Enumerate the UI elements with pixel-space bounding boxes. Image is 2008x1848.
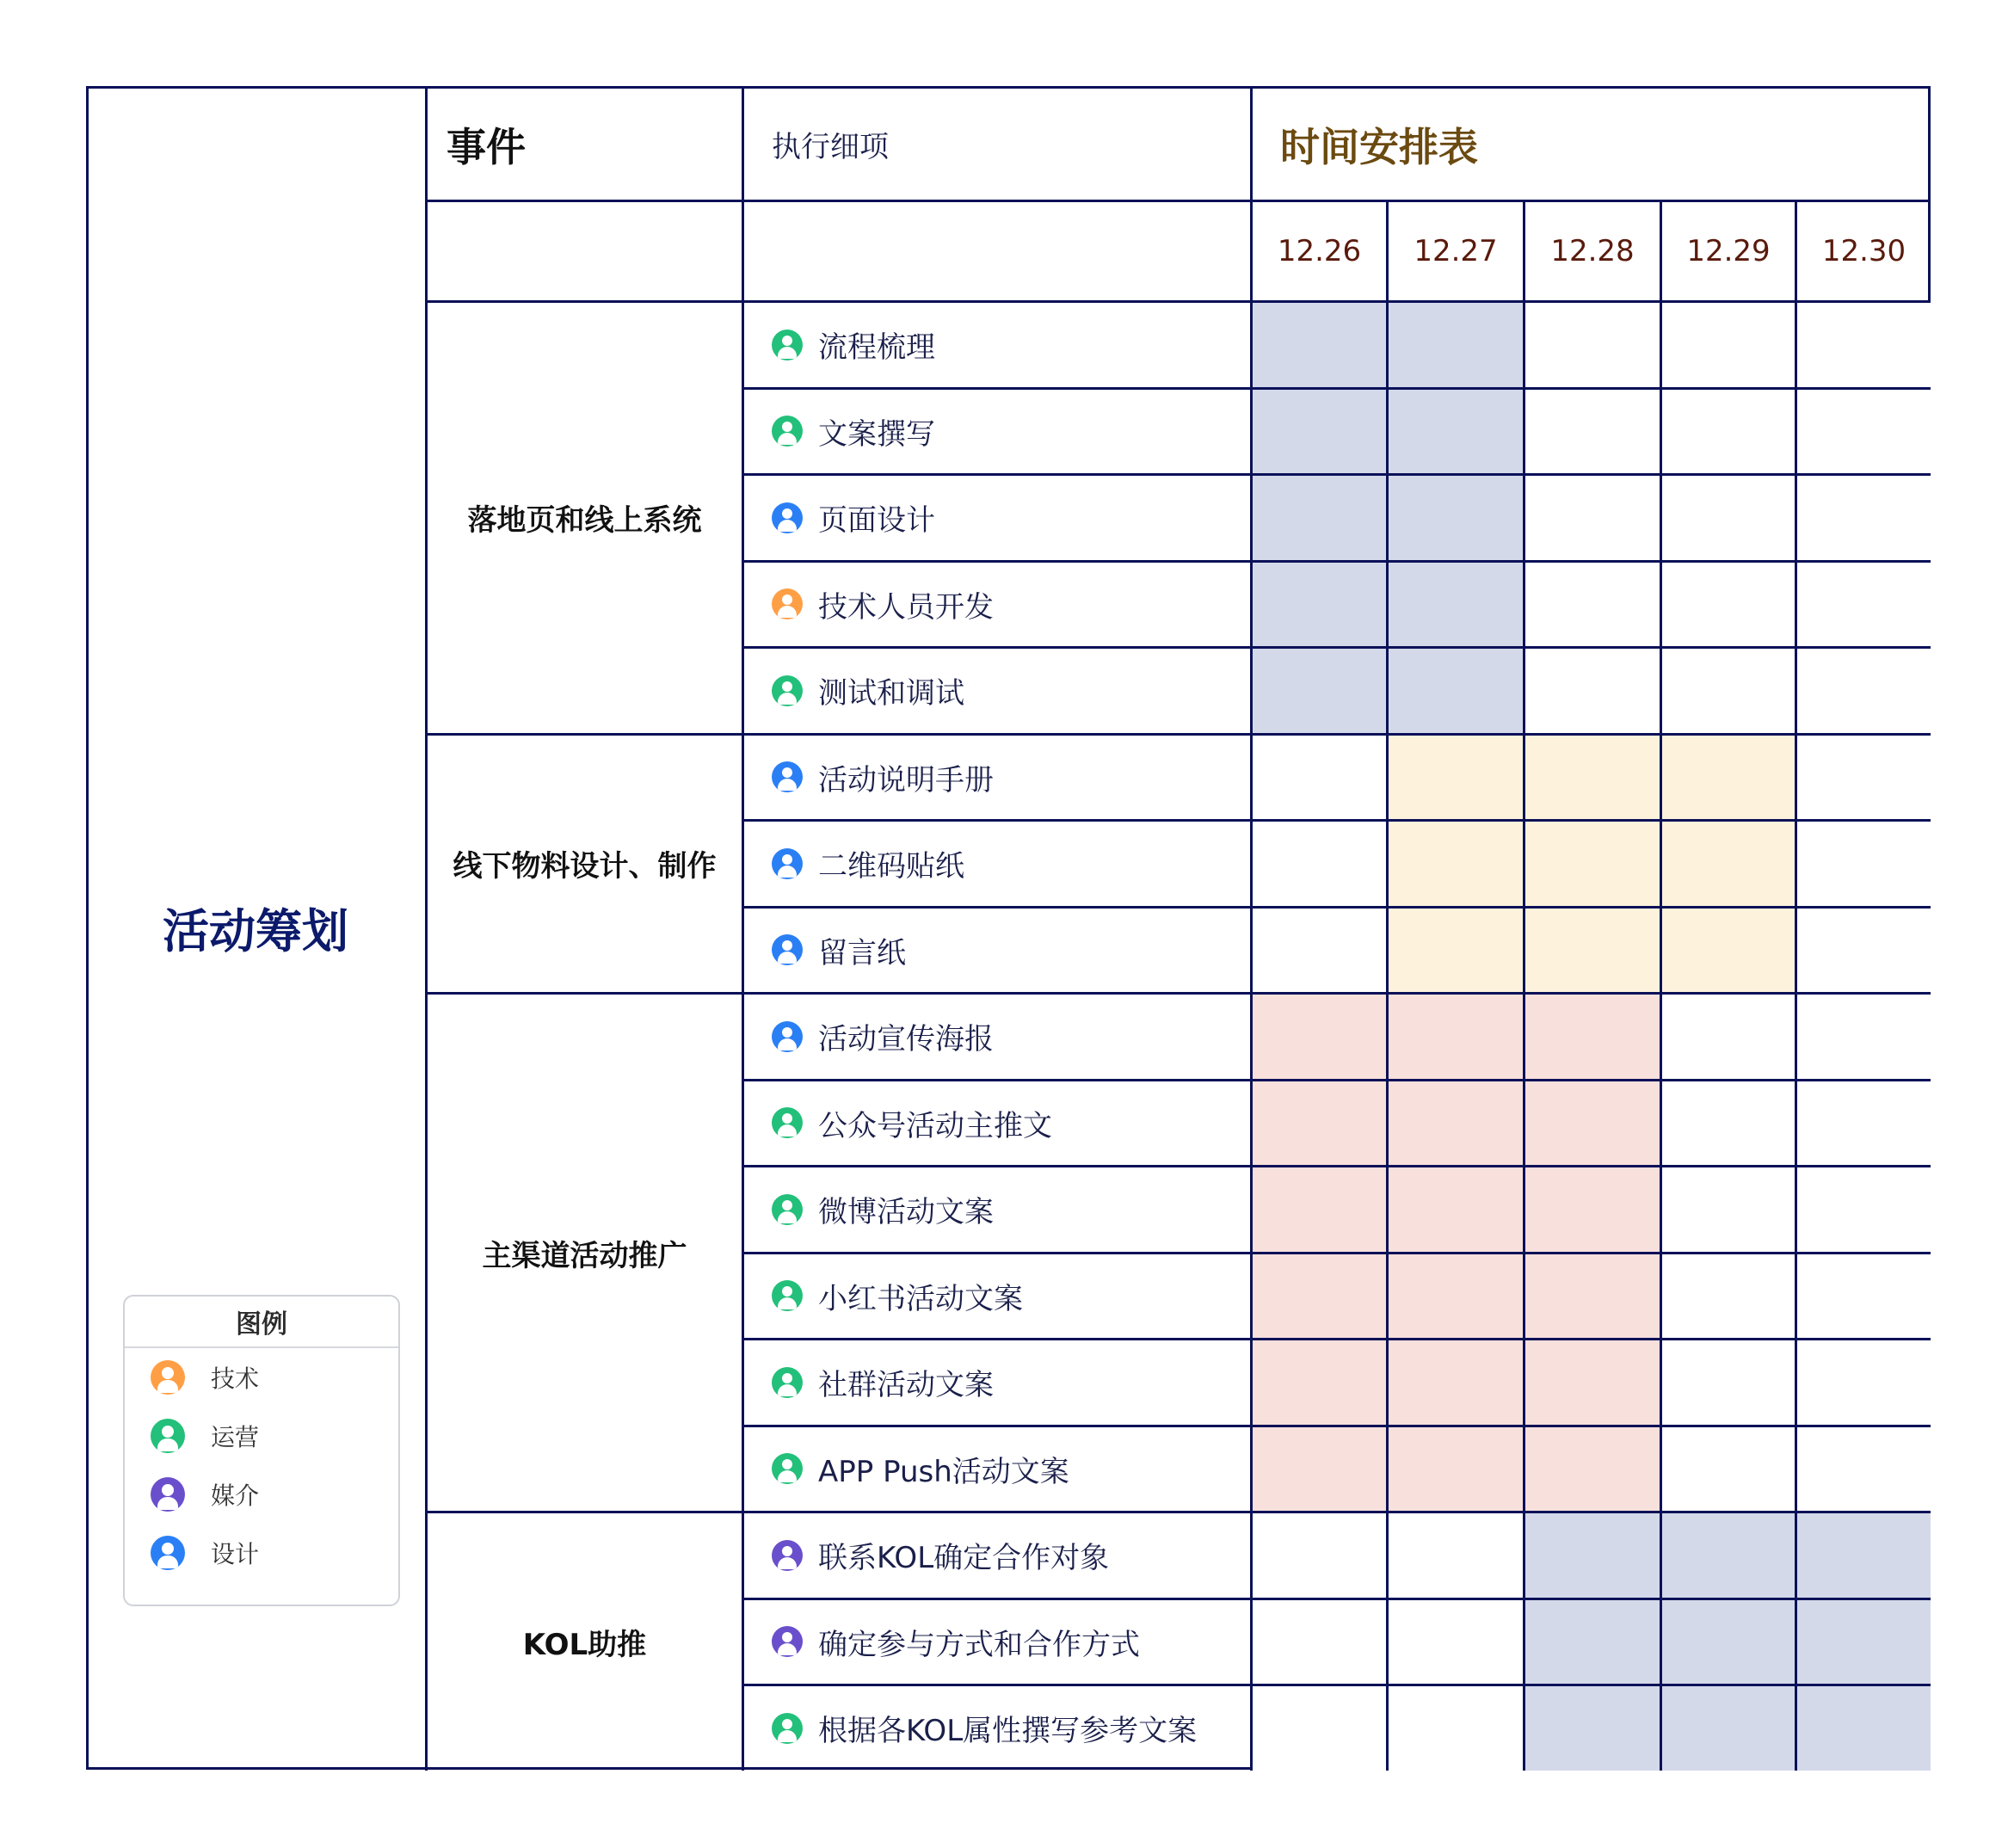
- task-item: [742, 1165, 1250, 1252]
- task-item: [742, 1079, 1250, 1166]
- empty-day-cell: [1795, 733, 1931, 820]
- scheduled-cell: [1795, 1684, 1931, 1771]
- scheduled-cell: [1523, 1425, 1660, 1512]
- scheduled-cell: [1523, 733, 1660, 820]
- scheduled-cell: [1250, 646, 1386, 733]
- scheduled-cell: [1660, 1598, 1795, 1685]
- task-item: [742, 992, 1250, 1079]
- scheduled-cell: [1386, 906, 1523, 993]
- scheduled-cell: [1660, 819, 1795, 906]
- plan-title: 活动筹划: [163, 904, 348, 958]
- header-event: 事件: [425, 86, 742, 200]
- event-name: 落地页和线上系统: [425, 300, 742, 733]
- scheduled-cell: [1523, 906, 1660, 993]
- task-item: [742, 1425, 1250, 1512]
- scheduled-cell: [1250, 1425, 1386, 1512]
- scheduled-cell: [1250, 992, 1386, 1079]
- task-item: [742, 1598, 1250, 1685]
- scheduled-cell: [1660, 906, 1795, 993]
- ops-person-icon: [772, 1194, 803, 1225]
- scheduled-cell: [1386, 1252, 1523, 1339]
- scheduled-cell: [1250, 1338, 1386, 1425]
- scheduled-cell: [1250, 300, 1386, 387]
- empty-day-cell: [1523, 387, 1660, 474]
- empty-day-cell: [1523, 473, 1660, 560]
- date-header: 12.29: [1660, 200, 1795, 300]
- task-label: 页面设计: [818, 503, 935, 539]
- date-header: 12.27: [1386, 200, 1523, 300]
- scheduled-cell: [1386, 1425, 1523, 1512]
- empty-day-cell: [1795, 1079, 1931, 1166]
- ops-person-icon: [772, 416, 803, 447]
- legend-label: 运营: [211, 1423, 260, 1451]
- task-item: [742, 646, 1250, 733]
- empty-day-cell: [1660, 646, 1795, 733]
- ops-person-icon: [151, 1419, 185, 1453]
- scheduled-cell: [1523, 992, 1660, 1079]
- empty-day-cell: [1660, 1165, 1795, 1252]
- task-label: 微博活动文案: [818, 1195, 994, 1230]
- task-item: [742, 1511, 1250, 1598]
- legend-item: [125, 1524, 398, 1582]
- scheduled-cell: [1386, 1338, 1523, 1425]
- task-label: 确定参与方式和合作方式: [818, 1627, 1140, 1662]
- event-name: 线下物料设计、制作: [425, 733, 742, 993]
- empty-day-cell: [1250, 1511, 1386, 1598]
- ops-person-icon: [772, 1107, 803, 1138]
- empty-day-cell: [1660, 992, 1795, 1079]
- design-person-icon: [772, 848, 803, 879]
- task-label: 文案撰写: [818, 416, 935, 452]
- date-header: 12.28: [1523, 200, 1660, 300]
- empty-day-cell: [1660, 473, 1795, 560]
- scheduled-cell: [1250, 473, 1386, 560]
- event-name: 主渠道活动推广: [425, 992, 742, 1511]
- task-label: 社群活动文案: [818, 1368, 994, 1403]
- empty-day-cell: [1795, 646, 1931, 733]
- scheduled-cell: [1523, 1598, 1660, 1685]
- date-header: 12.26: [1250, 200, 1386, 300]
- task-item: [742, 1338, 1250, 1425]
- task-item: [742, 733, 1250, 820]
- empty-day-cell: [1386, 1684, 1523, 1771]
- empty-day-cell: [1386, 1598, 1523, 1685]
- scheduled-cell: [1250, 1252, 1386, 1339]
- scheduled-cell: [1250, 560, 1386, 647]
- task-label: 留言纸: [818, 935, 906, 970]
- task-item: [742, 473, 1250, 560]
- task-label: 公众号活动主推文: [818, 1108, 1052, 1143]
- empty-day-cell: [1523, 560, 1660, 647]
- date-header: 12.30: [1795, 200, 1931, 300]
- media-person-icon: [772, 1540, 803, 1571]
- tech-person-icon: [151, 1360, 185, 1395]
- empty-day-cell: [1250, 1598, 1386, 1685]
- empty-day-cell: [1660, 387, 1795, 474]
- ops-person-icon: [772, 330, 803, 360]
- task-label: 测试和调试: [818, 676, 964, 711]
- empty-day-cell: [1795, 387, 1931, 474]
- scheduled-cell: [1250, 387, 1386, 474]
- scheduled-cell: [1523, 1338, 1660, 1425]
- empty-day-cell: [1795, 1425, 1931, 1512]
- empty-day-cell: [1795, 1252, 1931, 1339]
- task-item: [742, 1252, 1250, 1339]
- task-item: [742, 560, 1250, 647]
- scheduled-cell: [1250, 1079, 1386, 1166]
- design-person-icon: [772, 502, 803, 533]
- ops-person-icon: [772, 1280, 803, 1311]
- scheduled-cell: [1386, 1079, 1523, 1166]
- ops-person-icon: [772, 675, 803, 706]
- header-schedule: 时间安排表: [1250, 86, 1931, 200]
- empty-day-cell: [1660, 1252, 1795, 1339]
- task-label: 活动宣传海报: [818, 1022, 994, 1057]
- legend: [123, 1295, 400, 1606]
- empty-day-cell: [1795, 992, 1931, 1079]
- empty-day-cell: [1660, 1425, 1795, 1512]
- scheduled-cell: [1386, 1165, 1523, 1252]
- empty-day-cell: [1386, 1511, 1523, 1598]
- task-label: 根据各KOL属性撰写参考文案: [818, 1714, 1198, 1749]
- ops-person-icon: [772, 1367, 803, 1398]
- empty-day-cell: [1250, 819, 1386, 906]
- empty-day-cell: [1523, 646, 1660, 733]
- empty-day-cell: [1795, 560, 1931, 647]
- empty-day-cell: [1795, 473, 1931, 560]
- empty-day-cell: [1795, 819, 1931, 906]
- scheduled-cell: [1523, 1684, 1660, 1771]
- task-label: APP Push活动文案: [818, 1454, 1069, 1489]
- ops-person-icon: [772, 1713, 803, 1744]
- design-person-icon: [772, 1021, 803, 1052]
- scheduled-cell: [1386, 473, 1523, 560]
- design-person-icon: [772, 934, 803, 965]
- scheduled-cell: [1386, 560, 1523, 647]
- empty-day-cell: [1660, 1338, 1795, 1425]
- scheduled-cell: [1660, 1684, 1795, 1771]
- scheduled-cell: [1386, 733, 1523, 820]
- scheduled-cell: [1523, 1252, 1660, 1339]
- scheduled-cell: [1523, 1079, 1660, 1166]
- empty-day-cell: [1795, 1338, 1931, 1425]
- empty-day-cell: [1795, 906, 1931, 993]
- empty-cell: [742, 200, 1250, 300]
- scheduled-cell: [1386, 387, 1523, 474]
- media-person-icon: [772, 1626, 803, 1657]
- task-item: [742, 300, 1250, 387]
- tech-person-icon: [772, 588, 803, 619]
- scheduled-cell: [1523, 819, 1660, 906]
- legend-label: 媒介: [211, 1481, 260, 1510]
- legend-item: [125, 1348, 398, 1407]
- scheduled-cell: [1386, 646, 1523, 733]
- empty-day-cell: [1250, 1684, 1386, 1771]
- scheduled-cell: [1386, 300, 1523, 387]
- design-person-icon: [151, 1536, 185, 1570]
- scheduled-cell: [1795, 1511, 1931, 1598]
- legend-title: 图例: [125, 1297, 398, 1348]
- empty-day-cell: [1660, 300, 1795, 387]
- scheduled-cell: [1660, 1511, 1795, 1598]
- empty-day-cell: [1660, 560, 1795, 647]
- header-detail: 执行细项: [742, 86, 1250, 200]
- empty-day-cell: [1523, 300, 1660, 387]
- task-label: 技术人员开发: [818, 589, 994, 625]
- event-name: KOL助推: [425, 1511, 742, 1771]
- legend-item: [125, 1465, 398, 1524]
- scheduled-cell: [1523, 1511, 1660, 1598]
- empty-day-cell: [1795, 300, 1931, 387]
- design-person-icon: [772, 761, 803, 792]
- legend-label: 设计: [211, 1540, 260, 1568]
- task-label: 流程梳理: [818, 330, 935, 366]
- legend-item: [125, 1407, 398, 1465]
- scheduled-cell: [1386, 992, 1523, 1079]
- schedule-table: [425, 86, 1931, 1771]
- empty-day-cell: [1250, 733, 1386, 820]
- legend-label: 技术: [211, 1364, 260, 1393]
- task-label: 小红书活动文案: [818, 1281, 1023, 1316]
- task-label: 二维码贴纸: [818, 849, 964, 884]
- task-label: 联系KOL确定合作对象: [818, 1541, 1110, 1576]
- task-item: [742, 906, 1250, 993]
- task-item: [742, 819, 1250, 906]
- empty-day-cell: [1660, 1079, 1795, 1166]
- task-label: 活动说明手册: [818, 762, 994, 798]
- scheduled-cell: [1523, 1165, 1660, 1252]
- empty-day-cell: [1795, 1165, 1931, 1252]
- scheduled-cell: [1386, 819, 1523, 906]
- media-person-icon: [151, 1477, 185, 1512]
- scheduled-cell: [1660, 733, 1795, 820]
- scheduled-cell: [1250, 1165, 1386, 1252]
- empty-cell: [425, 200, 742, 300]
- task-item: [742, 1684, 1250, 1771]
- task-item: [742, 387, 1250, 474]
- ops-person-icon: [772, 1453, 803, 1484]
- scheduled-cell: [1795, 1598, 1931, 1685]
- empty-day-cell: [1250, 906, 1386, 993]
